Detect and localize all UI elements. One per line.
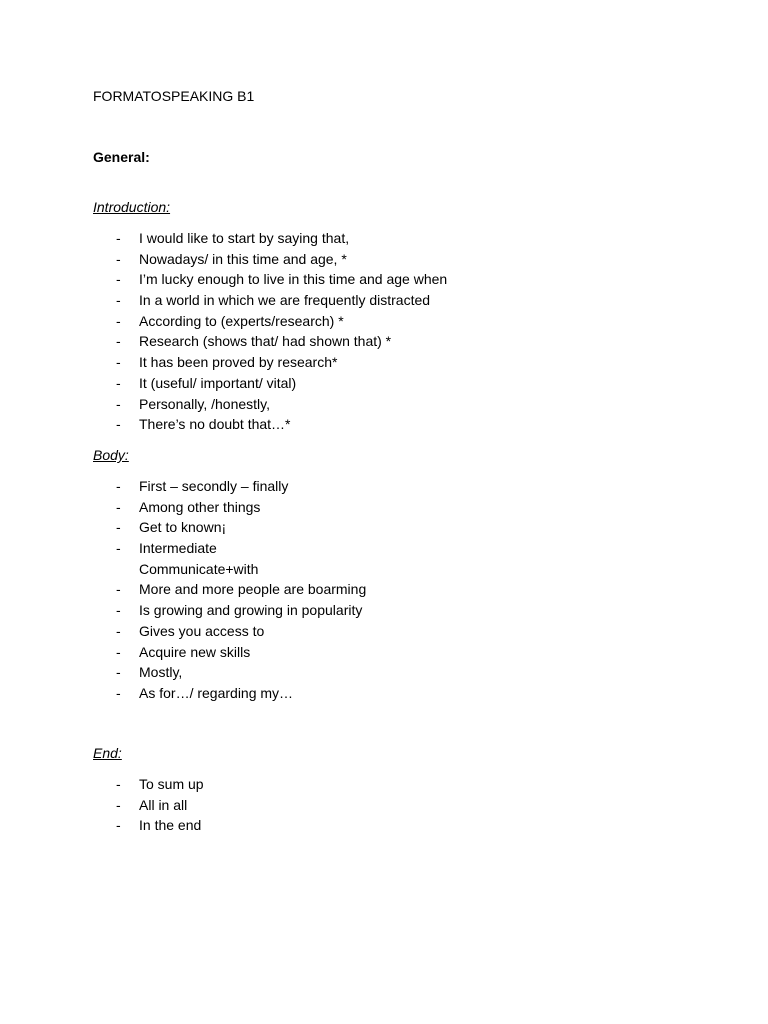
bullet-dash: -	[116, 333, 121, 350]
list-item-text: Among other things	[139, 498, 261, 515]
bullet-dash: -	[116, 622, 121, 639]
list-item-text: Personally, /honestly,	[139, 395, 270, 412]
list-item-text: As for…/ regarding my…	[139, 684, 294, 701]
introduction-heading: Introduction:	[93, 199, 171, 215]
list-item-text: There’s no doubt that…*	[139, 416, 291, 433]
end-heading: End:	[93, 745, 122, 761]
bullet-dash: -	[116, 817, 121, 834]
bullet-dash: -	[116, 292, 121, 309]
bullet-dash: -	[116, 664, 121, 681]
bullet-dash: -	[116, 230, 121, 246]
list-item-text: It has been proved by research*	[139, 354, 338, 371]
bullet-dash: -	[116, 374, 121, 391]
list-item-text: Acquire new skills	[139, 643, 251, 660]
list-item-text: Gives you access to	[139, 622, 265, 639]
list-item-text: To sum up	[139, 776, 204, 792]
bullet-dash: -	[116, 478, 121, 494]
list-item-text: Intermediate	[139, 540, 217, 557]
general-heading: General:	[93, 149, 150, 165]
bullet-dash: -	[116, 581, 121, 598]
list-item-text: In the end	[139, 817, 202, 834]
list-item-text: I would like to start by saying that,	[139, 230, 350, 246]
bullet-dash: -	[116, 354, 121, 371]
list-item-text: Get to known¡	[139, 519, 227, 536]
list-item-text: According to (experts/research) *	[139, 312, 344, 329]
bullet-dash: -	[116, 776, 121, 792]
list-item-text: More and more people are boarming	[139, 581, 367, 598]
bullet-dash: -	[116, 602, 121, 619]
bullet-dash: -	[116, 540, 121, 557]
list-item-text: Is growing and growing in popularity	[139, 602, 363, 619]
body-heading: Body:	[93, 447, 129, 463]
list-item-text: Nowadays/ in this time and age, *	[139, 250, 347, 267]
bullet-dash: -	[116, 498, 121, 515]
bullet-dash: -	[116, 684, 121, 701]
bullet-dash: -	[116, 395, 121, 412]
document-title: FORMATOSPEAKING B1	[93, 88, 255, 104]
list-item-text: Mostly,	[139, 664, 183, 681]
bullet-dash: -	[116, 271, 121, 288]
list-item-text: Communicate+with	[139, 560, 259, 577]
list-item-text: I’m lucky enough to live in this time and age when	[139, 271, 448, 288]
bullet-dash: -	[116, 643, 121, 660]
bullet-dash: -	[116, 796, 121, 813]
list-item-text: All in all	[139, 796, 188, 813]
list-item-text: First – secondly – finally	[139, 478, 289, 494]
list-item-text: It (useful/ important/ vital)	[139, 374, 297, 391]
bullet-dash: -	[116, 312, 121, 329]
bullet-dash: -	[116, 416, 121, 433]
list-item-text: Research (shows that/ had shown that) *	[139, 333, 392, 350]
list-item-text: In a world in which we are frequently distracted	[139, 292, 431, 309]
bullet-dash: -	[116, 250, 121, 267]
bullet-dash: -	[116, 519, 121, 536]
